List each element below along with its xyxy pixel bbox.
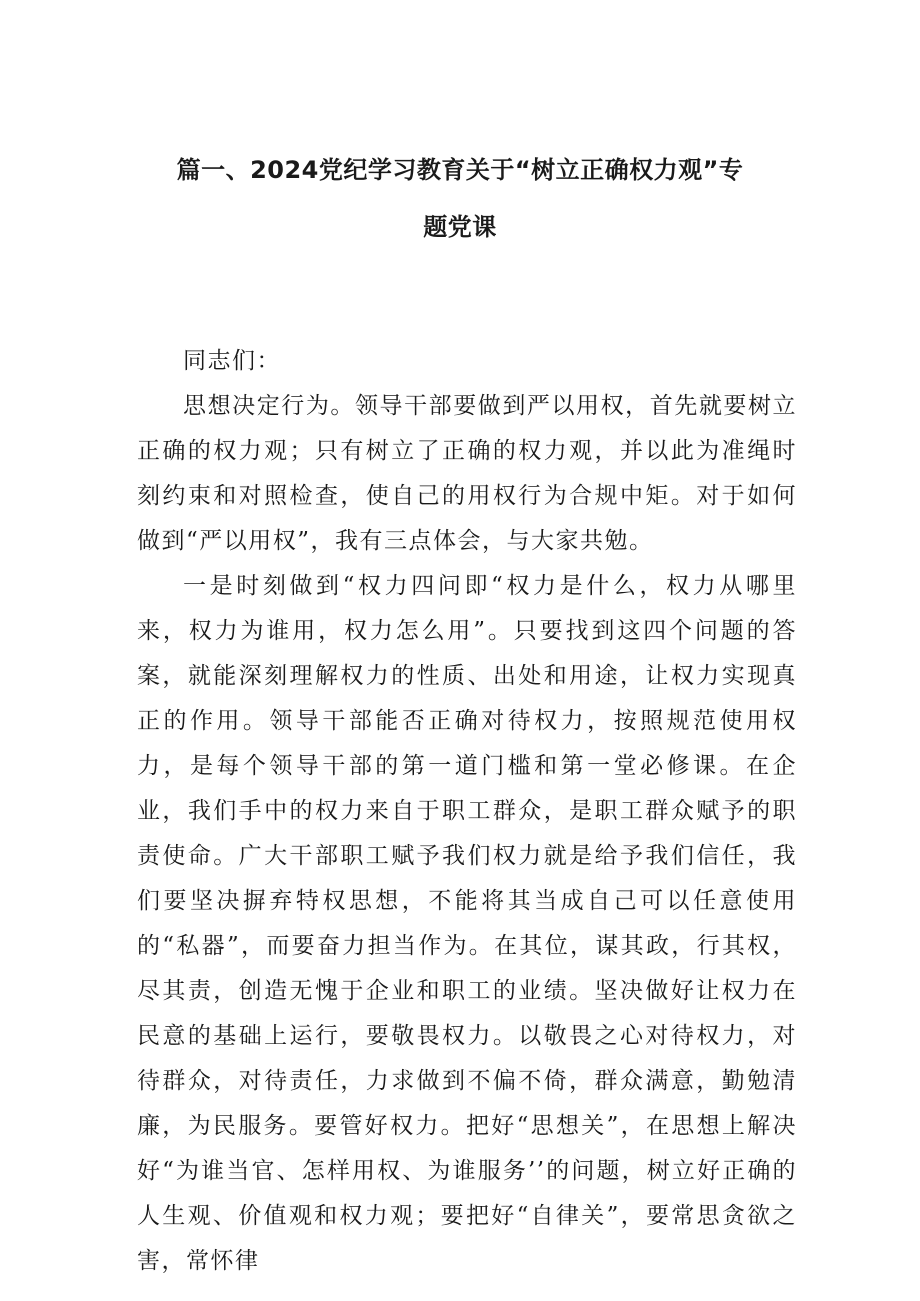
intro-paragraph: 思想决定行为。领导干部要做到严以用权，首先就要树立正确的权力观；只有树立了正确的权力观，并以此为准绳时刻约束和对照检查，使自己的用权行为合规中矩。对于如何做到“严以用权”，我有三点体会，与大家共勉。 — [137, 393, 797, 554]
point-one-paragraph: 一是时刻做到“权力四问即“权力是什么，权力从哪里来，权力为谁用，权力怎么用”。只要找到这四个问题的答案，就能深刻理解权力的性质、出处和用途，让权力实现真正的作用。领导干部能否正确对待权力，按照规范使用权力，是每个领导干部的第一道门槛和第一堂必修课。在企业，我们手中的权力来自于职工群众，是职工群众赋予的职责使命。广大干部职工赋予我们权力就是给予我们信任，我们要坚决摒弃特权思想，不能将其当成自己可以任意使用的“私器”，而要奋力担当作为。在其位，谋其政，行其权，尽其责，创造无愧于企业和职工的业绩。坚决做好让权力在民意的基础上运行，要敬畏权力。以敬畏之心对待权力，对待群众，对待责任，力求做到不偏不倚，群众满意，勤勉清廉，为民服务。要管好权力。把好“思想关”，在思想上解决好“为谁当官、怎样用权、为谁服务’’的问题，树立好正确的人生观、价值观和权力观；要把好“自律关”，要常思贪欲之害，常怀律 — [137, 573, 797, 1274]
document-title-line-1: 篇一、2024党纪学习教育关于“树立正确权力观”专 — [176, 156, 744, 184]
document-body — [137, 339, 797, 1284]
document-title-line-2: 题党课 — [423, 213, 497, 241]
salutation-paragraph: 同志们： — [183, 348, 281, 374]
